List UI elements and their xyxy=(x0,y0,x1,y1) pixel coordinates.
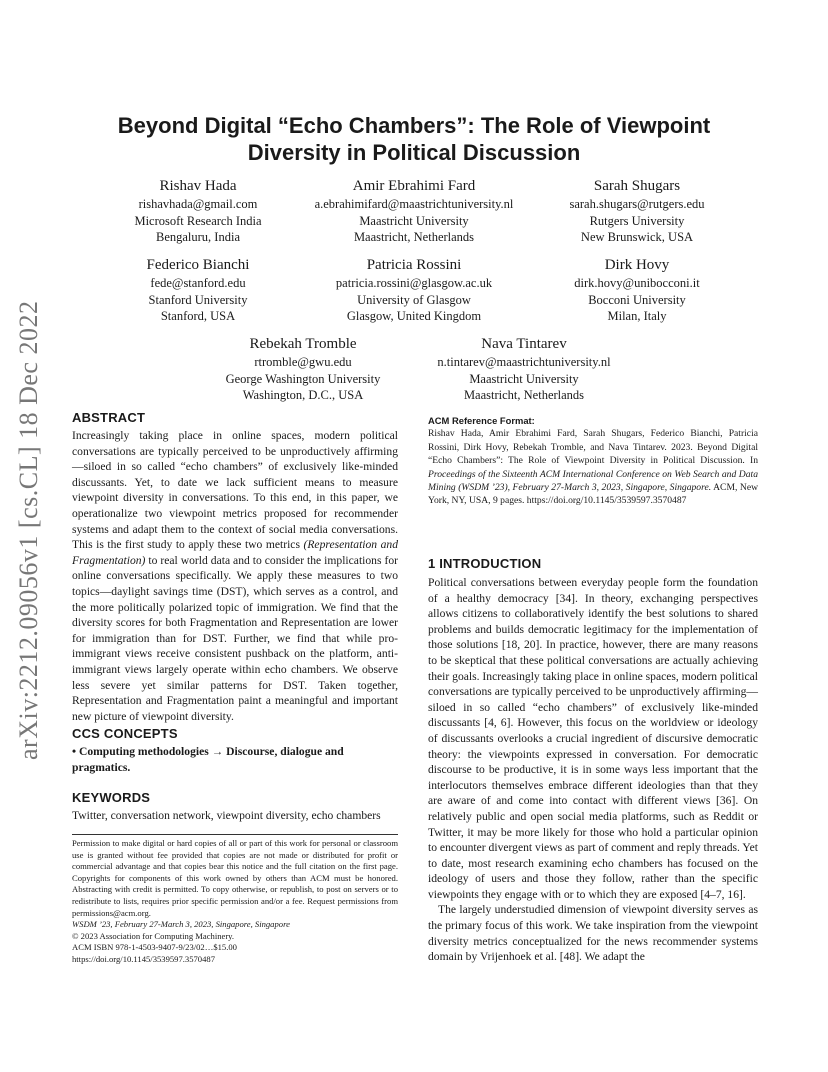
author-affiliation: Stanford University xyxy=(148,292,248,307)
author-block xyxy=(290,255,538,325)
author-location: Glasgow, United Kingdom xyxy=(346,309,482,323)
author-email: sarah.shugars@rutgers.edu xyxy=(569,197,705,211)
author-email: dirk.hovy@unibocconi.it xyxy=(574,276,700,290)
acm-reference-section xyxy=(428,414,758,508)
paper-title: Beyond Digital “Echo Chambers”: The Role of Viewpoint Diversity in Political Discussion xyxy=(117,113,711,165)
author-name: Sarah Shugars xyxy=(593,178,681,194)
introduction-paragraph: Political conversations between everyday people form the foundation of a healthy democracy [34]. In theory, exchanging perspectives allows citizens to collaboratively identify the best solutions to shared problems and builds democratic legitimacy for the implementation of those solutions [18, 20]. In practice, however, there are many reasons to be skeptical that these political conversations are actually achieving their goals. Increasingly taking place in online spaces, modern political conversations are typically perceived to be unproductively affirming—siloed in so called “echo chambers” of exclusively like-minded discussants [4, 6]. However, this focus on the worldview or ideology of discussants overlooks a crucial ingredient of discursive democratic theory: the viewpoints expressed in conversation. For democratic discourse to be productive, it is in some ways less important that the interlocutors themselves embrace different ideologies than that they are aware of and come into contact with different views [36]. On relatively public and open social media platforms, such as Reddit or Twitter, it may be more likely for those who hold a particular opinion to encounter divergent views as part of comment and reply threads. Yet to date, most research examining echo chambers has focused on the ideology of users and those they follow, rather than the specific viewpoints they engage with or to which they are exposed [4–7, 16]. xyxy=(428,576,758,901)
author-affiliation: George Washington University xyxy=(225,371,381,386)
author-email: n.tintarev@maastrichtuniversity.nl xyxy=(437,355,611,369)
venue-line: WSDM ’23, February 27-March 3, 2023, Singapore, Singapore xyxy=(72,919,290,930)
acm-reference-body xyxy=(428,427,758,507)
author-block xyxy=(290,176,538,246)
author-location: Maastricht, Netherlands xyxy=(463,388,585,402)
author-name: Federico Bianchi xyxy=(146,257,250,273)
acm-reference-text-italic: Proceedings of the Sixteenth ACM International Conference on Web Search and Data Mining (WSDM ’23), February 27-March 3, 2023, Singapore, Singapore. xyxy=(428,468,758,494)
author-email: patricia.rossini@glasgow.ac.uk xyxy=(335,276,493,290)
keywords-text: Twitter, conversation network, viewpoint diversity, echo chambers xyxy=(72,809,381,822)
arxiv-sidebar xyxy=(14,290,50,790)
introduction-body xyxy=(428,575,758,965)
author-affiliation: Maastricht University xyxy=(469,371,579,386)
isbn-line: ACM ISBN 978-1-4503-9407-9/23/02…$15.00 xyxy=(72,942,237,953)
abstract-text: Increasingly taking place in online spaces, modern political conversations are typically perceived to be unproductively affirming—siloed in so called “echo chambers” of exclusively like-minded discussants. Yet, to date we lack sufficient means to measure viewpoint diversity in conversations. To this end, in this paper, we operationalize two viewpoint metrics proposed for recommender systems and adapt them to the context of social media conversations. This is the first study to apply these two metrics xyxy=(72,429,398,552)
author-affiliation: Bocconi University xyxy=(588,292,686,307)
author-block xyxy=(100,255,296,325)
author-block xyxy=(100,176,296,246)
author-email: rtromble@gwu.edu xyxy=(254,355,352,369)
author-block xyxy=(200,334,406,404)
author-block xyxy=(535,176,739,246)
author-name: Rishav Hada xyxy=(159,178,237,194)
author-email: fede@stanford.edu xyxy=(150,276,246,290)
author-location: Bengaluru, India xyxy=(155,230,240,244)
author-email: rishavhada@gmail.com xyxy=(138,197,258,211)
introduction-section xyxy=(428,556,758,965)
author-name: Amir Ebrahimi Fard xyxy=(352,178,476,194)
ccs-text: • Computing methodologies → Discourse, dialogue and pragmatics. xyxy=(72,745,344,774)
introduction-heading: 1 INTRODUCTION xyxy=(428,556,542,571)
footnote-divider xyxy=(72,834,398,835)
keywords-heading: KEYWORDS xyxy=(72,790,151,805)
author-affiliation: Microsoft Research India xyxy=(134,213,262,228)
doi-line: https://doi.org/10.1145/3539597.3570487 xyxy=(72,953,215,964)
author-block xyxy=(535,255,739,325)
permission-text: Permission to make digital or hard copies of all or part of this work for personal or classroom use is granted without fee provided that copies are not made or distributed for profit or commercial advantage and that copies bear this notice and the full citation on the first page. Copyrights for components of this work owned by others than ACM must be honored. Abstracting with credit is permitted. To copy otherwise, or republish, to post on servers or to redistribute to lists, requires prior specific permission and/or a fee. Request permissions from permissions@acm.org. xyxy=(72,838,398,918)
keywords-section xyxy=(72,790,398,824)
permission-block xyxy=(72,838,398,966)
author-location: Maastricht, Netherlands xyxy=(353,230,475,244)
author-name: Dirk Hovy xyxy=(604,257,670,273)
author-name: Nava Tintarev xyxy=(481,336,567,352)
abstract-heading: ABSTRACT xyxy=(72,410,146,425)
author-email: a.ebrahimifard@maastrichtuniversity.nl xyxy=(314,197,514,211)
author-block xyxy=(412,334,636,404)
introduction-paragraph: The largely understudied dimension of viewpoint diversity serves as the primary focus of this work. We take inspiration from the viewpoint diversity metrics conceptualized for the news recommender systems domain by Vrijenhoek et al. [48]. We adapt the xyxy=(428,903,758,964)
ccs-section xyxy=(72,726,398,775)
author-affiliation: University of Glasgow xyxy=(357,292,471,307)
author-location: Milan, Italy xyxy=(607,309,667,323)
acm-reference-heading: ACM Reference Format: xyxy=(428,415,535,426)
acm-reference-text: ACM, New York, NY, USA, 9 pages. https://doi.org/10.1145/3539597.3570487 xyxy=(428,482,759,507)
author-affiliation: Maastricht University xyxy=(359,213,469,228)
abstract-text-italic: (Representation and Fragmentation) xyxy=(72,538,399,567)
ccs-heading: CCS CONCEPTS xyxy=(72,726,178,741)
abstract-text: to real world data and to consider the implications for online conversations specifically. We apply these measures to two topics—daylight savings time (DST), which serves as a control, and the more politically polarized topic of immigration. We find that the diversity scores for both Fragmentation and Representation are lower for immigration than for DST. Further, we find that while pro-immigrant views receive consistent pushback on the platform, anti-immigrant views largely operate within echo chambers. We observe less severe yet similar patterns for DST. Taken together, Representation and Fragmentation paint a meaningful and important new picture of viewpoint diversity. xyxy=(72,553,398,723)
author-name: Rebekah Tromble xyxy=(249,336,357,352)
author-affiliation: Rutgers University xyxy=(589,213,685,228)
author-location: New Brunswick, USA xyxy=(580,230,694,244)
acm-reference-text: Rishav Hada, Amir Ebrahimi Fard, Sarah Shugars, Federico Bianchi, Patricia Rossini, Dirk Hovy, Rebekah Tromble, and Nava Tintarev. 2023. Beyond Digital “Echo Chambers”: The Role of Viewpoint Diversity in Political Discussion. In xyxy=(428,428,758,467)
author-location: Stanford, USA xyxy=(160,309,236,323)
abstract-section xyxy=(72,410,398,724)
author-name: Patricia Rossini xyxy=(366,257,462,273)
abstract-body xyxy=(72,428,398,724)
copyright-line: © 2023 Association for Computing Machinery. xyxy=(72,930,235,941)
arxiv-identifier: arXiv:2212.09056v1 [cs.CL] 18 Dec 2022 xyxy=(14,300,43,760)
author-location: Washington, D.C., USA xyxy=(242,388,364,402)
